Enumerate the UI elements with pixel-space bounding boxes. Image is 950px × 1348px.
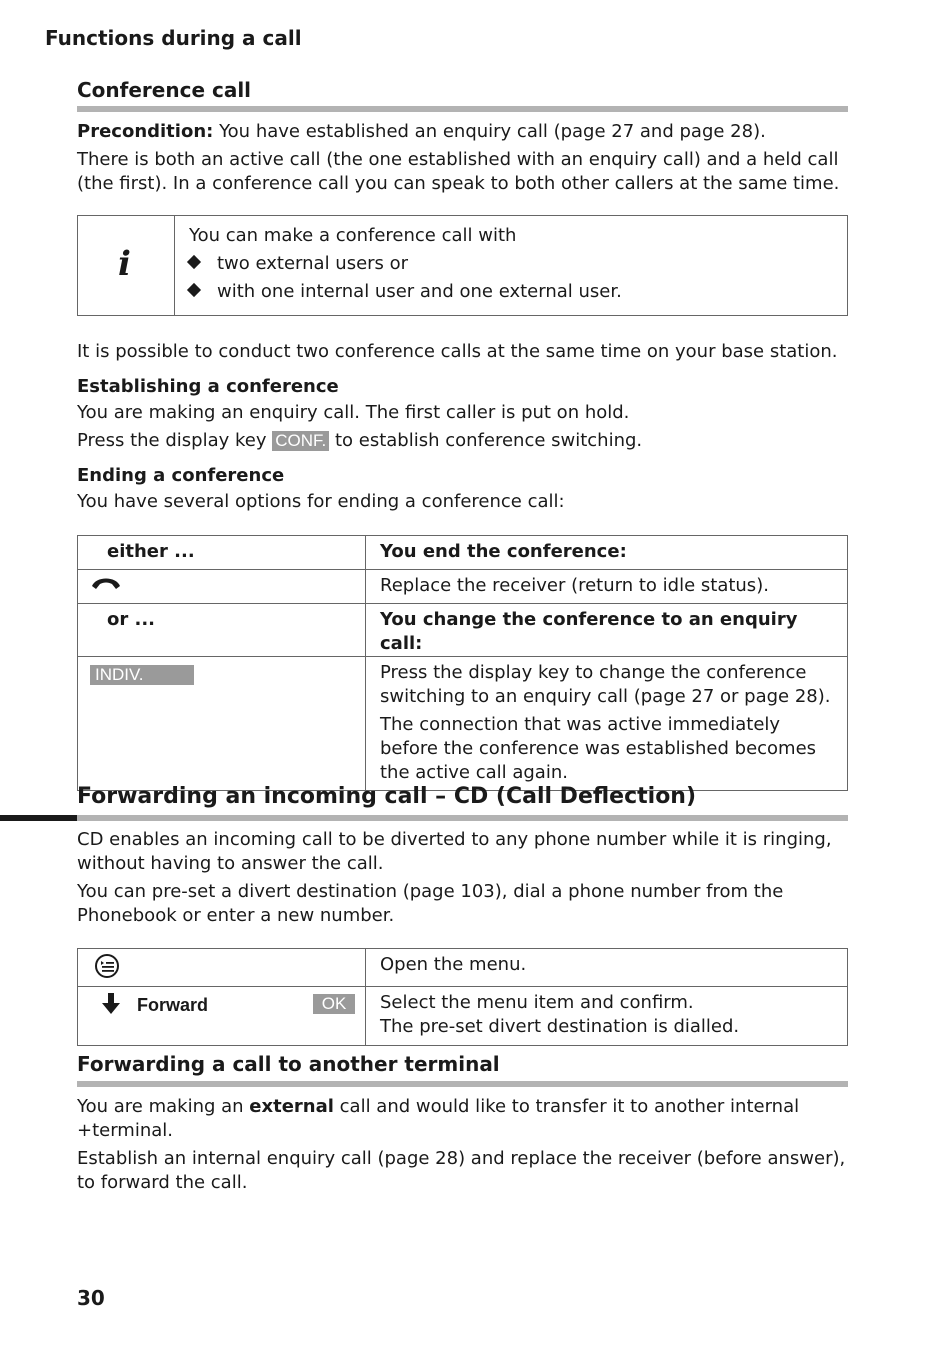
end-heading: You end the conference: <box>366 536 848 570</box>
section-heading-conference: Conference call <box>77 78 252 102</box>
section-heading-forwarding: Forwarding an incoming call – CD (Call Deflection) <box>77 784 697 809</box>
menu-text: Open the menu. <box>366 949 848 987</box>
indiv-key-cell <box>78 657 366 791</box>
table-row <box>78 536 848 570</box>
select-text: Select the menu item and confirm. <box>380 992 694 1013</box>
info-icon: i <box>118 244 131 284</box>
table-row <box>78 987 848 1046</box>
menu-icon-cell <box>78 949 366 987</box>
change-text-1: Press the display key to change the conference switching to an enquiry call (page 27 or page 28). <box>380 662 831 707</box>
establishing-heading: Establishing a conference <box>77 376 339 397</box>
forward-text-cell <box>366 987 848 1046</box>
diamond-bullet-icon <box>187 283 201 297</box>
section-heading-terminal: Forwarding a call to another terminal <box>77 1052 500 1076</box>
chapter-title: Functions during a call <box>45 26 302 50</box>
conf-display-key[interactable]: CONF. <box>272 431 329 451</box>
down-arrow-icon[interactable] <box>102 993 120 1015</box>
ending-steps-table <box>77 535 848 791</box>
info-icon-cell <box>78 216 175 315</box>
table-row <box>78 949 848 987</box>
two-conferences-paragraph: It is possible to conduct two conference calls at the same time on your base station. <box>77 341 838 362</box>
handset-on-hook-icon[interactable] <box>90 574 122 594</box>
ok-display-key[interactable]: OK <box>313 994 355 1014</box>
external-emphasis: external <box>249 1096 334 1117</box>
info-content <box>189 224 839 304</box>
establishing-line1: You are making an enquiry call. The first caller is put on hold. <box>77 402 630 423</box>
precondition-paragraph <box>77 120 848 144</box>
ending-heading: Ending a conference <box>77 465 285 486</box>
dialled-text: The pre-set divert destination is dialled. <box>380 1016 740 1037</box>
section-rule <box>77 1081 848 1087</box>
establishing-line2 <box>77 429 848 453</box>
page-number: 30 <box>77 1286 105 1310</box>
end-icon-cell <box>78 570 366 604</box>
info-bullet-text: two external users or <box>217 253 409 274</box>
establishing-line2-pre: Press the display key <box>77 430 273 451</box>
ending-line: You have several options for ending a conference call: <box>77 491 565 512</box>
either-label: either ... <box>78 536 366 570</box>
change-text-cell <box>366 657 848 791</box>
info-bullet-list <box>189 252 839 304</box>
info-bullet <box>189 280 839 304</box>
end-text: Replace the receiver (return to idle status). <box>366 570 848 604</box>
precondition-text: You have established an enquiry call (page 27 and page 28). <box>213 121 766 142</box>
change-text-2: The connection that was active immediately before the conference was established becomes the active call again. <box>380 714 817 783</box>
info-lead: You can make a conference call with <box>189 225 517 246</box>
diamond-bullet-icon <box>187 255 201 269</box>
table-row <box>78 657 848 791</box>
info-bullet <box>189 252 839 276</box>
forwarding-p1: CD enables an incoming call to be diverted to any phone number while it is ringing, without having to answer the call. <box>77 829 832 874</box>
section-rule <box>77 106 848 112</box>
table-row <box>78 570 848 604</box>
section-rule <box>77 815 848 821</box>
menu-key-icon[interactable] <box>94 953 120 979</box>
conference-intro: There is both an active call (the one established with an enquiry call) and a held call (the first). In a conference call you can speak to both other callers at the same time. <box>77 149 840 194</box>
terminal-p2: Establish an internal enquiry call (page 28) and replace the receiver (before answer), to forward the call. <box>77 1148 846 1193</box>
forwarding-p2: You can pre-set a divert destination (page 103), dial a phone number from the Phonebook or enter a new number. <box>77 881 784 926</box>
or-label: or ... <box>78 604 366 657</box>
terminal-p1: You are making an external call and would like to transfer it to another internal +terminal. <box>77 1096 800 1141</box>
section-marker <box>0 815 77 821</box>
establishing-line2-post: to establish conference switching. <box>329 430 643 451</box>
table-row <box>78 604 848 657</box>
forwarding-steps-table <box>77 948 848 1046</box>
precondition-label: Precondition: <box>77 121 214 142</box>
indiv-display-key[interactable]: INDIV. <box>90 665 194 685</box>
forward-menu-item[interactable]: Forward <box>137 995 209 1015</box>
forward-item-cell <box>78 987 366 1046</box>
change-heading: You change the conference to an enquiry call: <box>366 604 848 657</box>
info-bullet-text: with one internal user and one external user. <box>217 281 622 302</box>
info-box <box>77 215 848 316</box>
